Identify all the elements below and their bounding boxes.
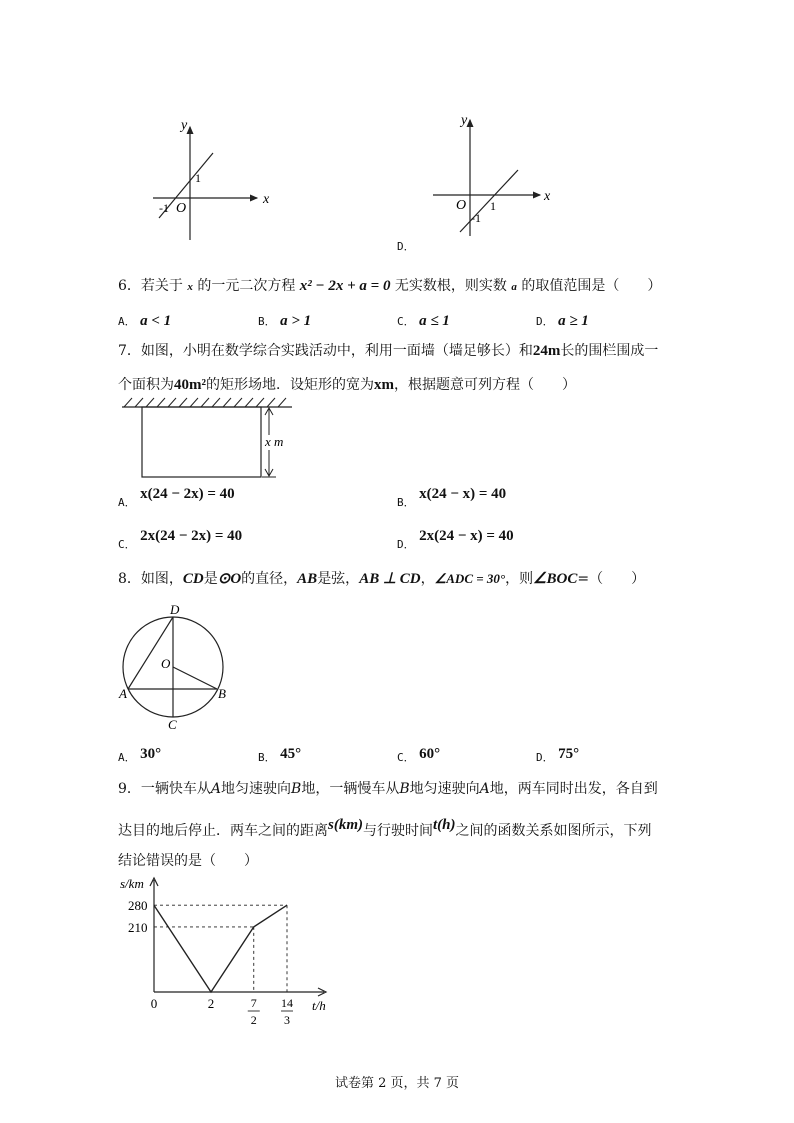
q8-option-d[interactable]: D． 75° <box>536 746 580 764</box>
q7-x-label: x m <box>265 434 284 449</box>
q6-text: 无实数根，则实数 <box>394 278 507 294</box>
q8-label-a: A <box>119 686 127 701</box>
y-intercept-label: -1 <box>471 211 481 225</box>
q7-option-c[interactable]: C． 2x(24 − 2x) = 40 <box>118 528 243 551</box>
q9-stem-line1: 9．一辆快车从A地匀速驶向B地，一辆慢车从B地匀速驶向A地，两车同时出发，各自到 <box>118 781 658 797</box>
q9-stem-line3: 结论错误的是（ ） <box>118 853 258 869</box>
y-axis-label: y <box>461 113 468 128</box>
x-intercept-label: 1 <box>490 199 496 213</box>
q6-var-a: a <box>511 281 517 293</box>
q8-label-b: B <box>218 686 226 701</box>
x-axis-label: x <box>544 189 551 204</box>
q7-stem-line2: 个面积为40m²的矩形场地．设矩形的宽为xm，根据题意可列方程（ ） <box>118 377 576 393</box>
q6-stem <box>118 277 661 296</box>
q7-fence-figure <box>120 395 295 483</box>
page-footer: 试卷第 2 页，共 7 页 <box>334 1076 460 1091</box>
q8-option-c[interactable]: C． 60° <box>397 746 441 764</box>
q8-label-o: O <box>161 656 171 671</box>
q5-graph-d <box>428 110 563 240</box>
y-tick-label-210: 210 <box>128 919 148 935</box>
x-tick-label-num-2: 7 <box>250 996 257 1010</box>
x-tick-label-num-3: 14 <box>281 996 294 1010</box>
q6-text: 的取值范围是（ ） <box>521 278 662 294</box>
q6-var-x: x <box>187 281 193 293</box>
q6-text: 6．若关于 <box>118 278 183 294</box>
x-tick-label-den-3: 3 <box>284 1013 291 1027</box>
y-axis-label: s/km <box>120 876 144 891</box>
q8-option-b[interactable]: B． 45° <box>258 746 302 764</box>
x-axis-label: x <box>263 192 270 207</box>
q7-length: 24m <box>532 343 561 359</box>
q6-option-c[interactable]: C． a ≤ 1 <box>397 313 450 329</box>
q5-option-d-label: D． <box>397 240 415 253</box>
q9-stem-line2: 达目的地后停止．两车之间的距离s(km)与行驶时间t(h)之间的函数关系如图所示，下列 <box>118 817 652 839</box>
q6-equation: x² − 2x + a = 0 <box>299 278 391 294</box>
q8-stem: 8．如图，CD是⊙O的直径，AB是弦，AB ⊥ CD，∠ADC = 30°，则∠BOC=（ ） <box>118 571 646 587</box>
q6-option-a[interactable]: A． a < 1 <box>118 313 172 329</box>
q7-stem-line1: 7．如图，小明在数学综合实践活动中，利用一面墙（墙足够长）和24m长的围栏围成一 <box>118 343 659 359</box>
x-tick-label-0: 0 <box>150 996 158 1011</box>
y-axis-label: y <box>181 118 188 133</box>
x-tick-label-2: 2 <box>207 996 215 1011</box>
q7-area: 40m² <box>174 377 206 393</box>
origin-label: O <box>176 201 187 216</box>
origin-label: O <box>456 198 467 213</box>
q6-option-d[interactable]: D． a ≥ 1 <box>536 313 589 329</box>
q7-option-b[interactable]: B． x(24 − x) = 40 <box>397 486 507 509</box>
y-intercept-label: 1 <box>195 171 201 185</box>
q6-text: 的一元二次方程 <box>197 278 296 294</box>
q7-option-a[interactable]: A． x(24 − 2x) = 40 <box>118 486 235 509</box>
q7-option-d[interactable]: D． 2x(24 − x) = 40 <box>397 528 514 551</box>
x-axis-label: t/h <box>312 998 326 1013</box>
q8-label-c: C <box>168 717 177 732</box>
q5-graph-c <box>145 115 280 245</box>
q8-option-a[interactable]: A． 30° <box>118 746 162 764</box>
series-line <box>154 905 287 992</box>
q6-option-b[interactable]: B． a > 1 <box>258 313 312 329</box>
q8-circle-figure <box>115 600 235 735</box>
x-intercept-label: -1 <box>159 201 169 215</box>
q7-width-var: xm <box>374 377 394 393</box>
x-tick-label-den-2: 2 <box>250 1013 257 1027</box>
q9-distance-time-chart <box>112 872 342 1027</box>
q8-label-d: D <box>170 602 180 617</box>
y-tick-label-280: 280 <box>128 898 148 914</box>
